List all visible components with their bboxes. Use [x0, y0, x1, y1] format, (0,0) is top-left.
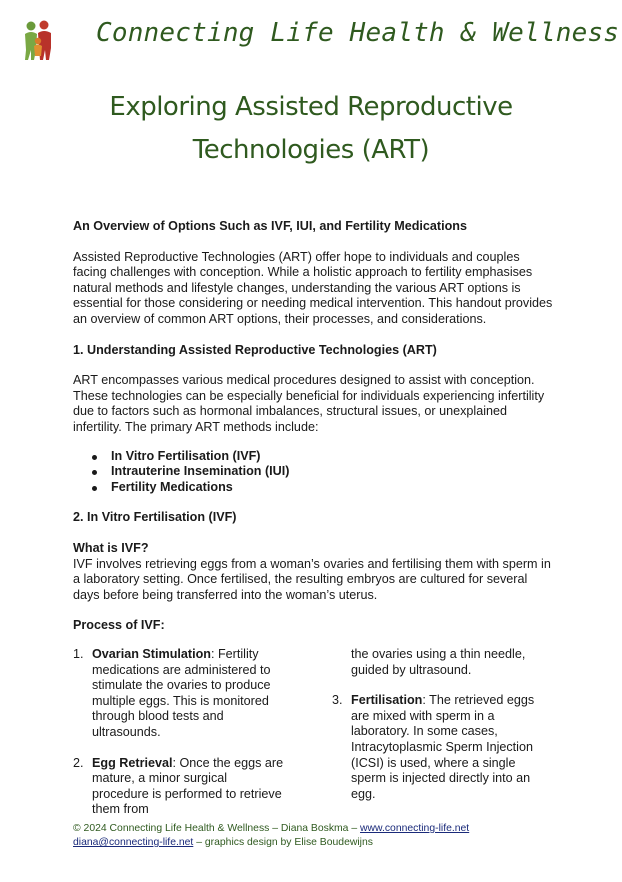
- website-link[interactable]: www.connecting-life.net: [360, 823, 470, 834]
- list-item: In Vitro Fertilisation (IVF): [111, 449, 553, 465]
- page-title: [0, 86, 622, 172]
- section2-heading: 2. In Vitro Fertilisation (IVF): [73, 510, 237, 525]
- process-step-2-continued: [332, 647, 546, 678]
- title-line-2: Technologies (ART): [192, 135, 430, 165]
- credits-text: – graphics design by Elise Boudewijns: [193, 837, 373, 848]
- process-column-left: [73, 647, 287, 818]
- step-number: 1.: [73, 647, 84, 661]
- intro-heading: An Overview of Options Such as IVF, IUI, and Fertility Medications: [73, 219, 467, 233]
- step-text: : Once the eggs are mature, a minor surgical procedure is performed to retrieve them from: [92, 755, 284, 817]
- step-number: 3.: [332, 693, 343, 708]
- art-methods-list: [73, 449, 553, 496]
- step-term: Ovarian Stimulation: [92, 647, 211, 661]
- list-item: Intrauterine Insemination (IUI): [111, 464, 553, 480]
- what-is-ivf-heading: What is IVF?: [73, 540, 149, 555]
- email-link[interactable]: diana@connecting-life.net: [73, 837, 194, 848]
- step-term: Fertilisation: [351, 693, 423, 708]
- process-step-3: [332, 693, 546, 802]
- process-column-right: [332, 647, 546, 802]
- footer-line-2: [73, 836, 469, 850]
- process-heading: Process of IVF:: [73, 618, 165, 633]
- section1-heading: 1. Understanding Assisted Reproductive Technologies (ART): [73, 342, 437, 357]
- intro-paragraph: Assisted Reproductive Technologies (ART) offer hope to individuals and couples facing challenges with conception. While a holistic approach to fertility emphasises natural methods and lifestyle changes, understanding the various ART options is essential for those considering or needing medical intervention. This handout provides an overview of common ART options, their processes, and considerations.: [73, 249, 553, 326]
- step-text: : The retrieved eggs are mixed with sperm in a laboratory. In some cases, Intracytoplasmic Sperm Injection (ICSI) is used, where a single sperm is injected directly into an egg.: [351, 693, 535, 801]
- step-number: 2.: [73, 755, 84, 770]
- footer-line-1: [73, 822, 469, 836]
- copyright-text: © 2024 Connecting Life Health & Wellness – Diana Boskma –: [73, 823, 361, 834]
- process-step-1: [73, 647, 287, 741]
- section1-paragraph: ART encompasses various medical procedures designed to assist with conception. These technologies can be especially beneficial for individuals experiencing infertility due to factors such as hormonal imbalances, structural issues, or unexplained infertility. The primary ART methods include:: [73, 373, 545, 434]
- title-line-1: Exploring Assisted Reproductive: [109, 92, 513, 122]
- step-text: : Fertility medications are administered to stimulate the ovaries to produce multiple eggs. This is monitored through blood tests and ultrasounds.: [92, 647, 271, 739]
- brand-name: Connecting Life Health & Wellness: [96, 18, 620, 48]
- list-item: Fertility Medications: [111, 480, 553, 496]
- what-is-ivf-text: IVF involves retrieving eggs from a woman’s ovaries and fertilising them with sperm in a laboratory setting. Once fertilised, the resulting embryos are cultured for several days before being transferred into the woman’s uterus.: [73, 556, 551, 602]
- process-step-2: [73, 756, 287, 818]
- step-term: Egg Retrieval: [92, 755, 173, 770]
- family-figures-icon: [20, 20, 56, 62]
- footer: [73, 822, 469, 850]
- step-text: the ovaries using a thin needle, guided by ultrasound.: [351, 647, 526, 677]
- main-content: [73, 219, 553, 634]
